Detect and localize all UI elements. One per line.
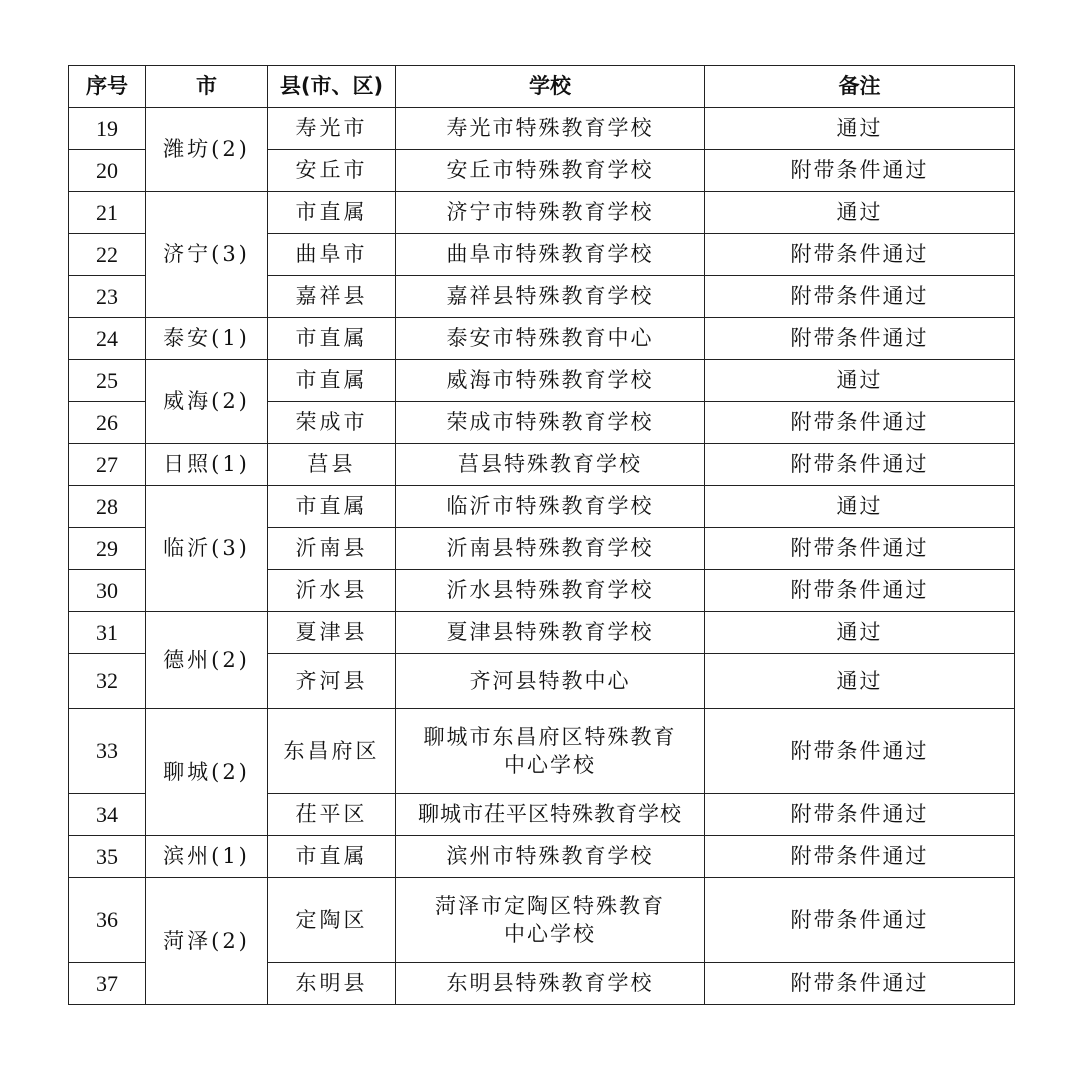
note-cell: 附带条件通过	[705, 528, 1015, 570]
school-line: 菏泽市定陶区特殊教育	[435, 893, 665, 918]
school-line: 中心学校	[504, 753, 596, 777]
seq-cell: 22	[69, 234, 146, 276]
school-cell: 夏津县特殊教育学校	[396, 612, 705, 654]
table-row	[69, 360, 1015, 402]
seq-cell: 23	[69, 276, 146, 318]
seq-cell: 30	[69, 570, 146, 612]
seq-cell: 24	[69, 318, 146, 360]
seq-cell: 33	[69, 709, 146, 794]
school-cell	[396, 878, 705, 963]
school-cell: 荣成市特殊教育学校	[396, 402, 705, 444]
city-cell: 日照(1)	[146, 444, 268, 486]
table-row	[69, 192, 1015, 234]
table-row	[69, 318, 1015, 360]
school-cell: 济宁市特殊教育学校	[396, 192, 705, 234]
seq-cell: 31	[69, 612, 146, 654]
header-row	[69, 66, 1015, 108]
school-cell: 聊城市茌平区特殊教育学校	[396, 794, 705, 836]
note-cell: 附带条件通过	[705, 276, 1015, 318]
school-line: 聊城市东昌府区特殊教育	[423, 724, 677, 749]
seq-cell: 36	[69, 878, 146, 963]
seq-cell: 27	[69, 444, 146, 486]
seq-cell: 20	[69, 150, 146, 192]
county-cell: 沂南县	[268, 528, 396, 570]
note-cell: 通过	[705, 360, 1015, 402]
county-cell: 市直属	[268, 318, 396, 360]
note-cell: 附带条件通过	[705, 878, 1015, 963]
county-cell: 寿光市	[268, 108, 396, 150]
school-list-table	[68, 65, 1015, 1005]
table-row	[69, 836, 1015, 878]
city-cell: 滨州(1)	[146, 836, 268, 878]
school-cell: 东明县特殊教育学校	[396, 963, 705, 1005]
school-cell	[396, 709, 705, 794]
school-cell: 莒县特殊教育学校	[396, 444, 705, 486]
header-county: 县(市、区)	[268, 66, 396, 108]
note-cell: 附带条件通过	[705, 150, 1015, 192]
city-cell: 菏泽(2)	[146, 878, 268, 1005]
county-cell: 定陶区	[268, 878, 396, 963]
table-row	[69, 108, 1015, 150]
county-cell: 莒县	[268, 444, 396, 486]
seq-cell: 21	[69, 192, 146, 234]
city-cell: 潍坊(2)	[146, 108, 268, 192]
school-cell: 齐河县特教中心	[396, 654, 705, 709]
school-cell: 滨州市特殊教育学校	[396, 836, 705, 878]
school-cell: 安丘市特殊教育学校	[396, 150, 705, 192]
county-cell: 东昌府区	[268, 709, 396, 794]
school-cell: 临沂市特殊教育学校	[396, 486, 705, 528]
note-cell: 附带条件通过	[705, 318, 1015, 360]
table-row	[69, 612, 1015, 654]
note-cell: 附带条件通过	[705, 836, 1015, 878]
seq-cell: 25	[69, 360, 146, 402]
seq-cell: 37	[69, 963, 146, 1005]
county-cell: 嘉祥县	[268, 276, 396, 318]
county-cell: 茌平区	[268, 794, 396, 836]
seq-cell: 29	[69, 528, 146, 570]
school-cell: 沂水县特殊教育学校	[396, 570, 705, 612]
county-cell: 齐河县	[268, 654, 396, 709]
note-cell: 附带条件通过	[705, 234, 1015, 276]
seq-cell: 28	[69, 486, 146, 528]
note-cell: 通过	[705, 612, 1015, 654]
note-cell: 附带条件通过	[705, 444, 1015, 486]
note-cell: 附带条件通过	[705, 709, 1015, 794]
county-cell: 市直属	[268, 192, 396, 234]
seq-cell: 32	[69, 654, 146, 709]
city-cell: 威海(2)	[146, 360, 268, 444]
county-cell: 沂水县	[268, 570, 396, 612]
seq-cell: 19	[69, 108, 146, 150]
county-cell: 市直属	[268, 486, 396, 528]
county-cell: 安丘市	[268, 150, 396, 192]
note-cell: 通过	[705, 108, 1015, 150]
seq-cell: 26	[69, 402, 146, 444]
county-cell: 东明县	[268, 963, 396, 1005]
school-cell: 寿光市特殊教育学校	[396, 108, 705, 150]
city-cell: 济宁(3)	[146, 192, 268, 318]
note-cell: 通过	[705, 192, 1015, 234]
county-cell: 市直属	[268, 836, 396, 878]
school-cell: 曲阜市特殊教育学校	[396, 234, 705, 276]
note-cell: 附带条件通过	[705, 570, 1015, 612]
header-city: 市	[146, 66, 268, 108]
school-cell: 泰安市特殊教育中心	[396, 318, 705, 360]
seq-cell: 34	[69, 794, 146, 836]
header-school: 学校	[396, 66, 705, 108]
city-cell: 聊城(2)	[146, 709, 268, 836]
city-cell: 泰安(1)	[146, 318, 268, 360]
county-cell: 荣成市	[268, 402, 396, 444]
school-cell: 沂南县特殊教育学校	[396, 528, 705, 570]
note-cell: 通过	[705, 654, 1015, 709]
county-cell: 夏津县	[268, 612, 396, 654]
note-cell: 通过	[705, 486, 1015, 528]
note-cell: 附带条件通过	[705, 963, 1015, 1005]
city-cell: 德州(2)	[146, 612, 268, 709]
header-note: 备注	[705, 66, 1015, 108]
header-seq: 序号	[69, 66, 146, 108]
table-row	[69, 878, 1015, 963]
county-cell: 曲阜市	[268, 234, 396, 276]
note-cell: 附带条件通过	[705, 794, 1015, 836]
note-cell: 附带条件通过	[705, 402, 1015, 444]
school-cell: 威海市特殊教育学校	[396, 360, 705, 402]
county-cell: 市直属	[268, 360, 396, 402]
seq-cell: 35	[69, 836, 146, 878]
table-row	[69, 709, 1015, 794]
table-row	[69, 486, 1015, 528]
school-cell: 嘉祥县特殊教育学校	[396, 276, 705, 318]
city-cell: 临沂(3)	[146, 486, 268, 612]
table-row	[69, 444, 1015, 486]
school-line: 中心学校	[504, 922, 596, 946]
